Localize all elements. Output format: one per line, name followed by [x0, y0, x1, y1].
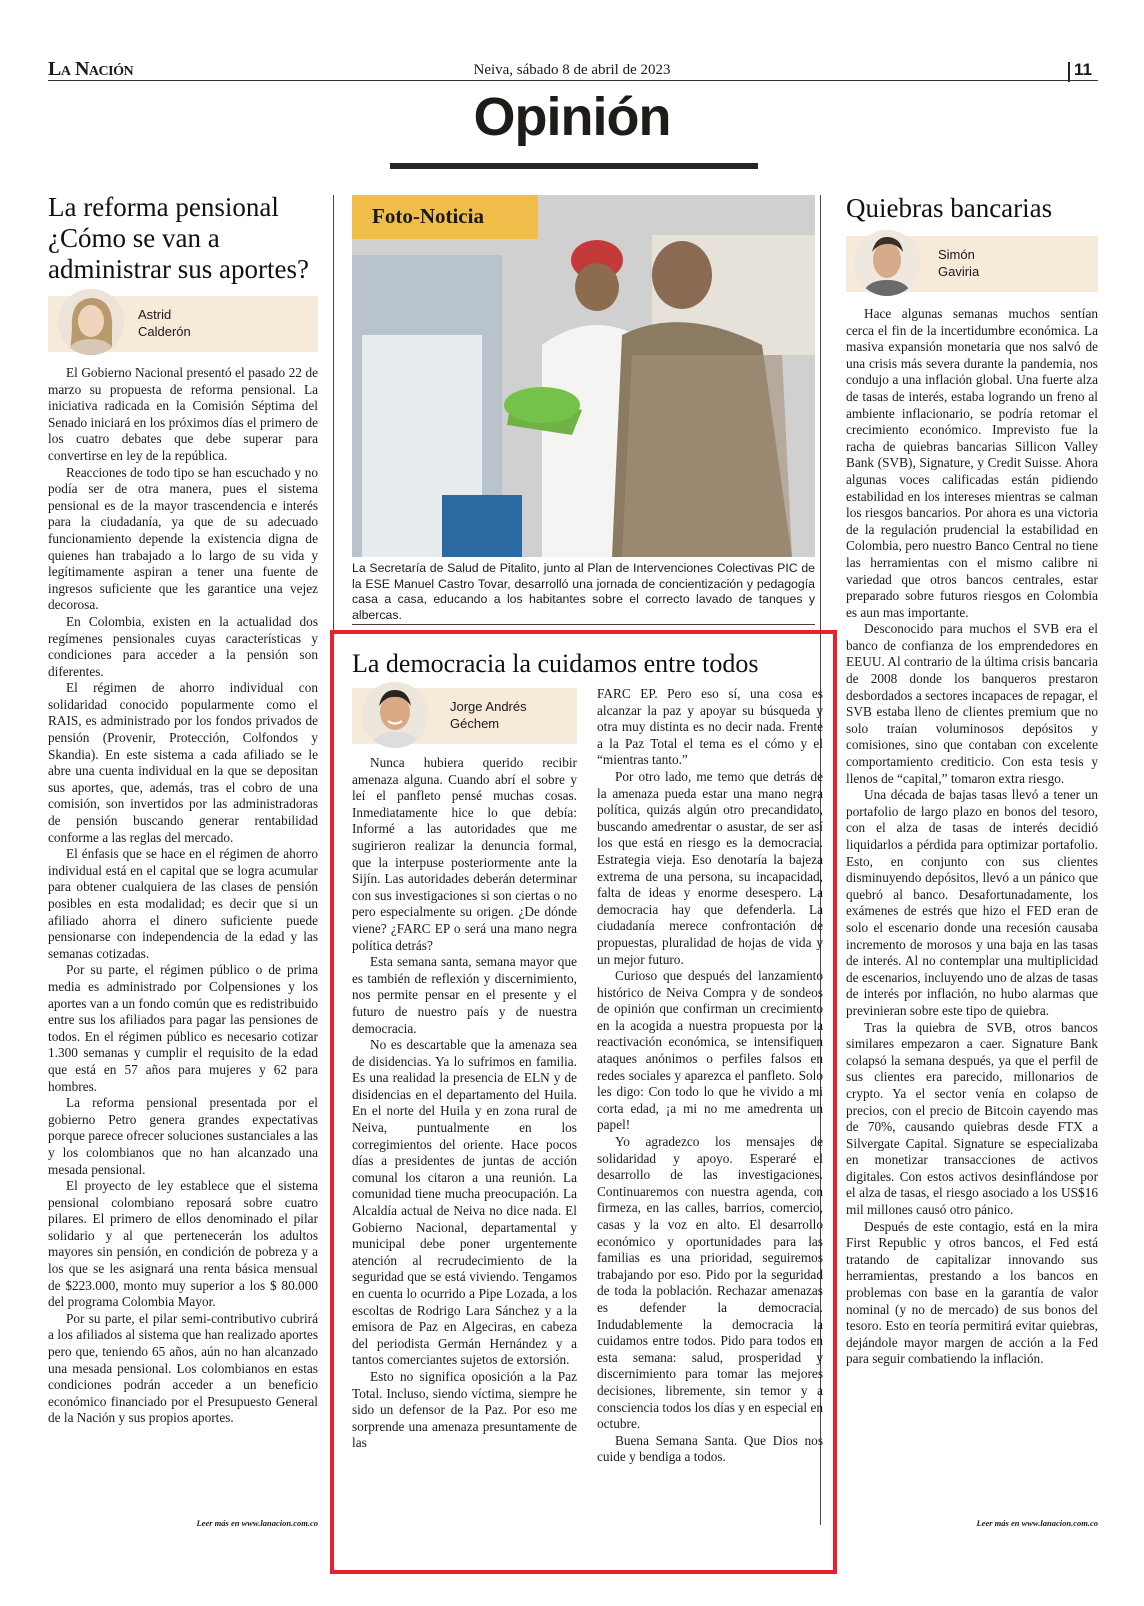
paragraph: El proyecto de ley establece que el sistema pensional colombiano reposará sobre cuatro pilares. El primero de ellos denominado el pilar solidario y al que pertenecerán los adultos mayores sin pensión, en condición de pobreza y a los que se les asignará una renta básica mensual de $223.000, monto muy superior a los $ 80.000 del programa Colombia Mayor. — [48, 1178, 318, 1310]
paragraph: Nunca hubiera querido recibir amenaza alguna. Cuando abrí el sobre y leí el panfleto pensé muchas cosas. Inmediatamente hice lo que debía: Informé a las autoridades que me sugirieron realizar la denuncia formal, que la interpuse posteriormente ante la Sijín. Las autoridades deberán determinar con sus investigaciones si son ciertas o no pero especialmente su origen. ¿De dónde viene? ¿FARC EP o será una mano negra política detrás? — [352, 755, 577, 953]
left-headline — [48, 192, 320, 285]
paragraph: Desconocido para muchos el SVB era el banco de confianza de los emprendedores en EEUU. Al contrario de la última crisis bancaria de 2008 donde los banqueros prestaron desbordados a sectores incapaces de repagar, el SVB estaba lleno de clientes premium que no solo traían voluminosos depósitos y comisiones, sino que contaban con excelente comportamiento crediticio. Con esta tesis y llenos de “capital,” tomaron extra riesgo. — [846, 621, 1098, 786]
left-author-name — [138, 306, 191, 340]
author-first-name: Simón — [938, 247, 975, 262]
right-article-body — [846, 306, 1098, 1368]
left-headline-line: La reforma pensional — [48, 192, 279, 222]
author-portrait-icon — [362, 682, 428, 748]
paragraph: El Gobierno Nacional presentó el pasado 22 de marzo su propuesta de reforma pensional. La iniciativa radicada en la Comisión Séptima del Senado iniciará en los próximos días el primero de los cuatro debates que debe superar para convertirse en ley de la república. — [48, 365, 318, 463]
paragraph: Por su parte, el régimen público o de prima media es administrado por Colpensiones y los aportes van a un fondo común que es redistribuido entre sus los afiliados para pagar las pensiones de todos. En el régimen público es necesario cotizar 1.300 semanas y cumplir el requisito de la edad que está en 57 años para mujeres y 62 para hombres. — [48, 962, 318, 1094]
left-headline-line: ¿Cómo se van a — [48, 223, 220, 253]
center-byline — [352, 688, 577, 744]
read-more-link[interactable]: Leer más en www.lanacion.com.co — [976, 1518, 1098, 1528]
paragraph: Reacciones de todo tipo se han escuchado y no podía ser de otra manera, pues el sistema pensional es de la mayor trascendencia e interés para la ciudadanía, ya que de su adecuado funcionamiento depende la existencia digna de quienes han trabajado a lo largo de su vida y legítimamente aspiran a tener una fuente de ingresos suficiente que les garantice una vejez decorosa. — [48, 464, 318, 613]
page-number: 11 — [1074, 60, 1092, 79]
left-article — [48, 192, 320, 285]
author-first-name: Jorge Andrés — [450, 699, 527, 714]
author-last-name: Calderón — [138, 324, 191, 339]
center-author-name — [450, 698, 527, 732]
paragraph: Por otro lado, me temo que detrás de la amenaza pueda estar una mano negra política, quizás algún otro precandidato, buscando amedrentar o asustar, de ser así los que está en riesgo es la democracia. Estrategia vieja. Eso denotaría la bajeza extrema de una persona, su incapacidad, falta de ideas y enorme desespero. La democracia hay que defenderla. La ciudadanía merece confrontación de propuestas, pluralidad de hojas de vida y un mejor futuro. — [597, 768, 823, 967]
center-headline: La democracia la cuidamos entre todos — [352, 649, 759, 678]
paragraph: En Colombia, existen en la actualidad dos regímenes pensionales cuyas características y condiciones para acceder a la pensión son diferentes. — [48, 613, 318, 679]
author-last-name: Géchem — [450, 716, 500, 731]
right-headline: Quiebras bancarias — [846, 193, 1053, 223]
paragraph: Esto no significa oposición a la Paz Total. Incluso, siendo víctima, siempre he sido un defensor de la Paz. Por eso me sorprende una amenaza presuntamente de las — [352, 1368, 577, 1451]
left-article-body — [48, 365, 318, 1427]
read-more-link[interactable]: Leer más en www.lanacion.com.co — [196, 1518, 318, 1528]
paragraph: Después de este contagio, está en la mira First Republic y otros bancos, el Fed está tratando de capitalizar innovando sus herramientas, prestando a los bancos en problemas con base en la garantía de valor nominal (y no de mercado) de sus bonos del tesoro. Esto en teoría permitirá evitar quiebras, dejándole mayor margen de acción a la Fed para seguir combatiendo la inflación. — [846, 1218, 1098, 1367]
paragraph: Esta semana santa, semana mayor que es también de reflexión y discernimiento, nos permite pensar en el presente y el futuro de nuestro país y de nuestra democracia. — [352, 954, 577, 1036]
paragraph: Tras la quiebra de SVB, otros bancos similares empezaron a caer. Signature Bank colapsó la semana después, ya que el perfil de sus clientes era parecido, millonarios de crypto. Ya el sector venía en colapso de precios, con el precio de Bitcoin cayendo mas de 70%, causando quiebras desde FTX a Silvergate Capital. Signature se especializaba en monetizar transacciones de activos digitales. Con estos activos desinflándose por el alza de tasas, el riesgo asociado a los US$16 mil millones causó otro pánico. — [846, 1019, 1098, 1218]
dateline: Neiva, sábado 8 de abril de 2023 — [473, 62, 671, 78]
right-author-name — [938, 246, 979, 280]
right-byline — [846, 236, 1098, 292]
paragraph: La reforma pensional presentada por el gobierno Petro genera grandes expectativas porque parece ofrecer soluciones sustanciales a las y los colombianos que no han alcanzado una mesada pensional. — [48, 1095, 318, 1177]
page-number-divider — [1068, 62, 1070, 82]
center-article-body-col2 — [597, 686, 823, 1466]
paragraph: Yo agradezco los mensajes de solidaridad y apoyo. Esperaré el desarrollo de las investigaciones. Continuaremos con nuestra agenda, con firmeza, en las calles, barrios, comercio, casas y la voz en alto. El desarrollo económico y oportunidades para las familias es una prioridad, seguiremos trabajando por eso. Pido por la seguridad de toda la población. Rechazar amenazas es defender la democracia. Indudablemente la democracia la cuidamos entre todos. Pido para todos en esta semana: salud, prosperidad y discernimiento para tomar las mejores decisiones, libremente, sin temor y a consciencia todos los días y en especial en octubre. — [597, 1134, 823, 1432]
paragraph: Una década de bajas tasas llevó a tener un portafolio de largo plazo en bonos del tesoro, con el alza de tasas de interés decidió liquidarlos a pérdida para optimizar portafolio. Esto, en conjunto con sus clientes disminuyendo depósitos, llevó a un pánico que quebró al banco. Desafortunadamente, los exámenes de estrés que hizo el FED eran de solo el escenario donde una recesión causaba incremento de morosos y una baja en las tasas de interés. Al no contemplar una multiplicidad de escenarios, incluyendo uno de alzas de tasas de interés por inflación, no hubo alarmas que previnieran sobre este tipo de quiebra. — [846, 787, 1098, 1018]
masthead-logo: La Nación — [48, 58, 134, 80]
section-underline — [390, 163, 758, 169]
photo-badge-label: Foto-Noticia — [372, 204, 484, 228]
section-title: Opinión — [473, 87, 671, 147]
header-rule — [48, 80, 1098, 81]
author-portrait-icon — [58, 289, 124, 355]
paragraph: Hace algunas semanas muchos sentían cerca el fin de la incertidumbre económica. La masiva expansión monetaria que nos salvó de una crisis más severa durante la pandemia, nos condujo a una inflación global. Una fuerte alza de tasas de interés, estaba logrando un freno al ambiente inflacionario, se podría retomar el crecimiento económico. Imprevisto fue la racha de quiebras bancarias Sillicon Valley Bank (SVB), Signature, y Credit Suisse. Ahora algunas voces calificadas están pidiendo estabilidad en los intereses mientras se calman los riesgos bancarios. Por ahora es una victoria de la regulación prudencial la estabilidad en Colombia, pero nuestro Banco Central no tiene las herramientas con el mismo calibre ni variedad que otros bancos centrales, estar preparado sobre futuros riesgos en Colombia es aun mas importante. — [846, 306, 1098, 620]
paragraph: El régimen de ahorro individual con solidaridad conocido popularmente como el RAIS, es administrado por los fondos privados de pensión (Provenir, Protección, Colfondos y Skandia). En este sistema a cada afiliado se le abre una cuenta individual en la que se depositan sus aportes, que, además, tras el cobro de una comisión, son invertidos por las administradoras de pensión buscando generar rentabilidad conforme a las reglas del mercado. — [48, 680, 318, 845]
paragraph: El énfasis que se hace en el régimen de ahorro individual está en el capital que se logra acumular para obtener cualquiera de las clases de pensión posibles en esta modalidad; es decir que si un afiliado ahorra el dinero suficiente puede pensionarse con independencia de la edad y las semanas cotizadas. — [48, 846, 318, 961]
author-portrait-icon — [854, 230, 920, 296]
center-article-body-col1 — [352, 755, 577, 1452]
paragraph: Buena Semana Santa. Que Dios nos cuide y bendiga a todos. — [597, 1432, 823, 1465]
left-byline — [48, 296, 318, 352]
photo-caption: La Secretaría de Salud de Pitalito, junto al Plan de Intervenciones Colectivas PIC de la ESE Manuel Castro Tovar, desarrolló una jornada de concientización y pedagogía casa a casa, educando a los habitantes sobre el correcto lavado de tanques y albercas. — [352, 561, 815, 622]
photo-badge — [352, 195, 538, 239]
author-last-name: Gaviria — [938, 264, 980, 279]
paragraph: Curioso que después del lanzamiento histórico de Neiva Compra y de sondeos de opinión que confirman un crecimiento en la acogida a nuestra propuesta por la reactivación económica, se intensifiquen ataques anónimos o perfiles falsos en redes sociales y aparezca el panfleto. Solo les digo: Con todo lo que he vivido a mi corta edad, ¡a mi no me amedrenta un papel! — [597, 968, 823, 1133]
author-first-name: Astrid — [138, 307, 172, 322]
paragraph: No es descartable que la amenaza sea de disidencias. Ya lo sufrimos en familia. Es una realidad la presencia de ELN y de disidencias en el departamento del Huila. En el norte del Huila y en zona rural de Neiva, puntualmente en los corregimientos del oriente. Hace pocos días a presidentes de juntas de acción comunal los citaron a una reunión. La comunidad tiene mucha preocupación. La Alcaldía actual de Neiva no dice nada. El Gobierno Nacional, departamental y municipal debe poner urgentemente atención al recrudecimiento de la seguridad que se está viviendo. Tengamos en cuenta lo ocurrido a Pipe Lozada, a los escoltas de Rodrigo Lara Sánchez y a la emisora de Paz en Algeciras, en cabeza del periodista Germán Hernández y a tantos comerciantes sujetos de extorsión. — [352, 1037, 577, 1368]
caption-rule — [352, 624, 815, 625]
left-headline-line: administrar sus aportes? — [48, 254, 309, 284]
paragraph: FARC EP. Pero eso sí, una cosa es alcanzar la paz y apoyar su búsqueda y otra muy distinta es no decir nada. Frente a la Paz Total el tema es el cómo y el “mientras tanto.” — [597, 686, 823, 768]
paragraph: Por su parte, el pilar semi-contributivo cubrirá a los afiliados al sistema que han realizado aportes pero que, teniendo 65 años, aún no han alcanzado una mesada pensional. Los colombianos en estas condiciones podrán acceder a un beneficio económico financiado por el Presupuesto General de la Nación y sus propios aportes. — [48, 1310, 318, 1426]
news-photo — [352, 195, 815, 557]
